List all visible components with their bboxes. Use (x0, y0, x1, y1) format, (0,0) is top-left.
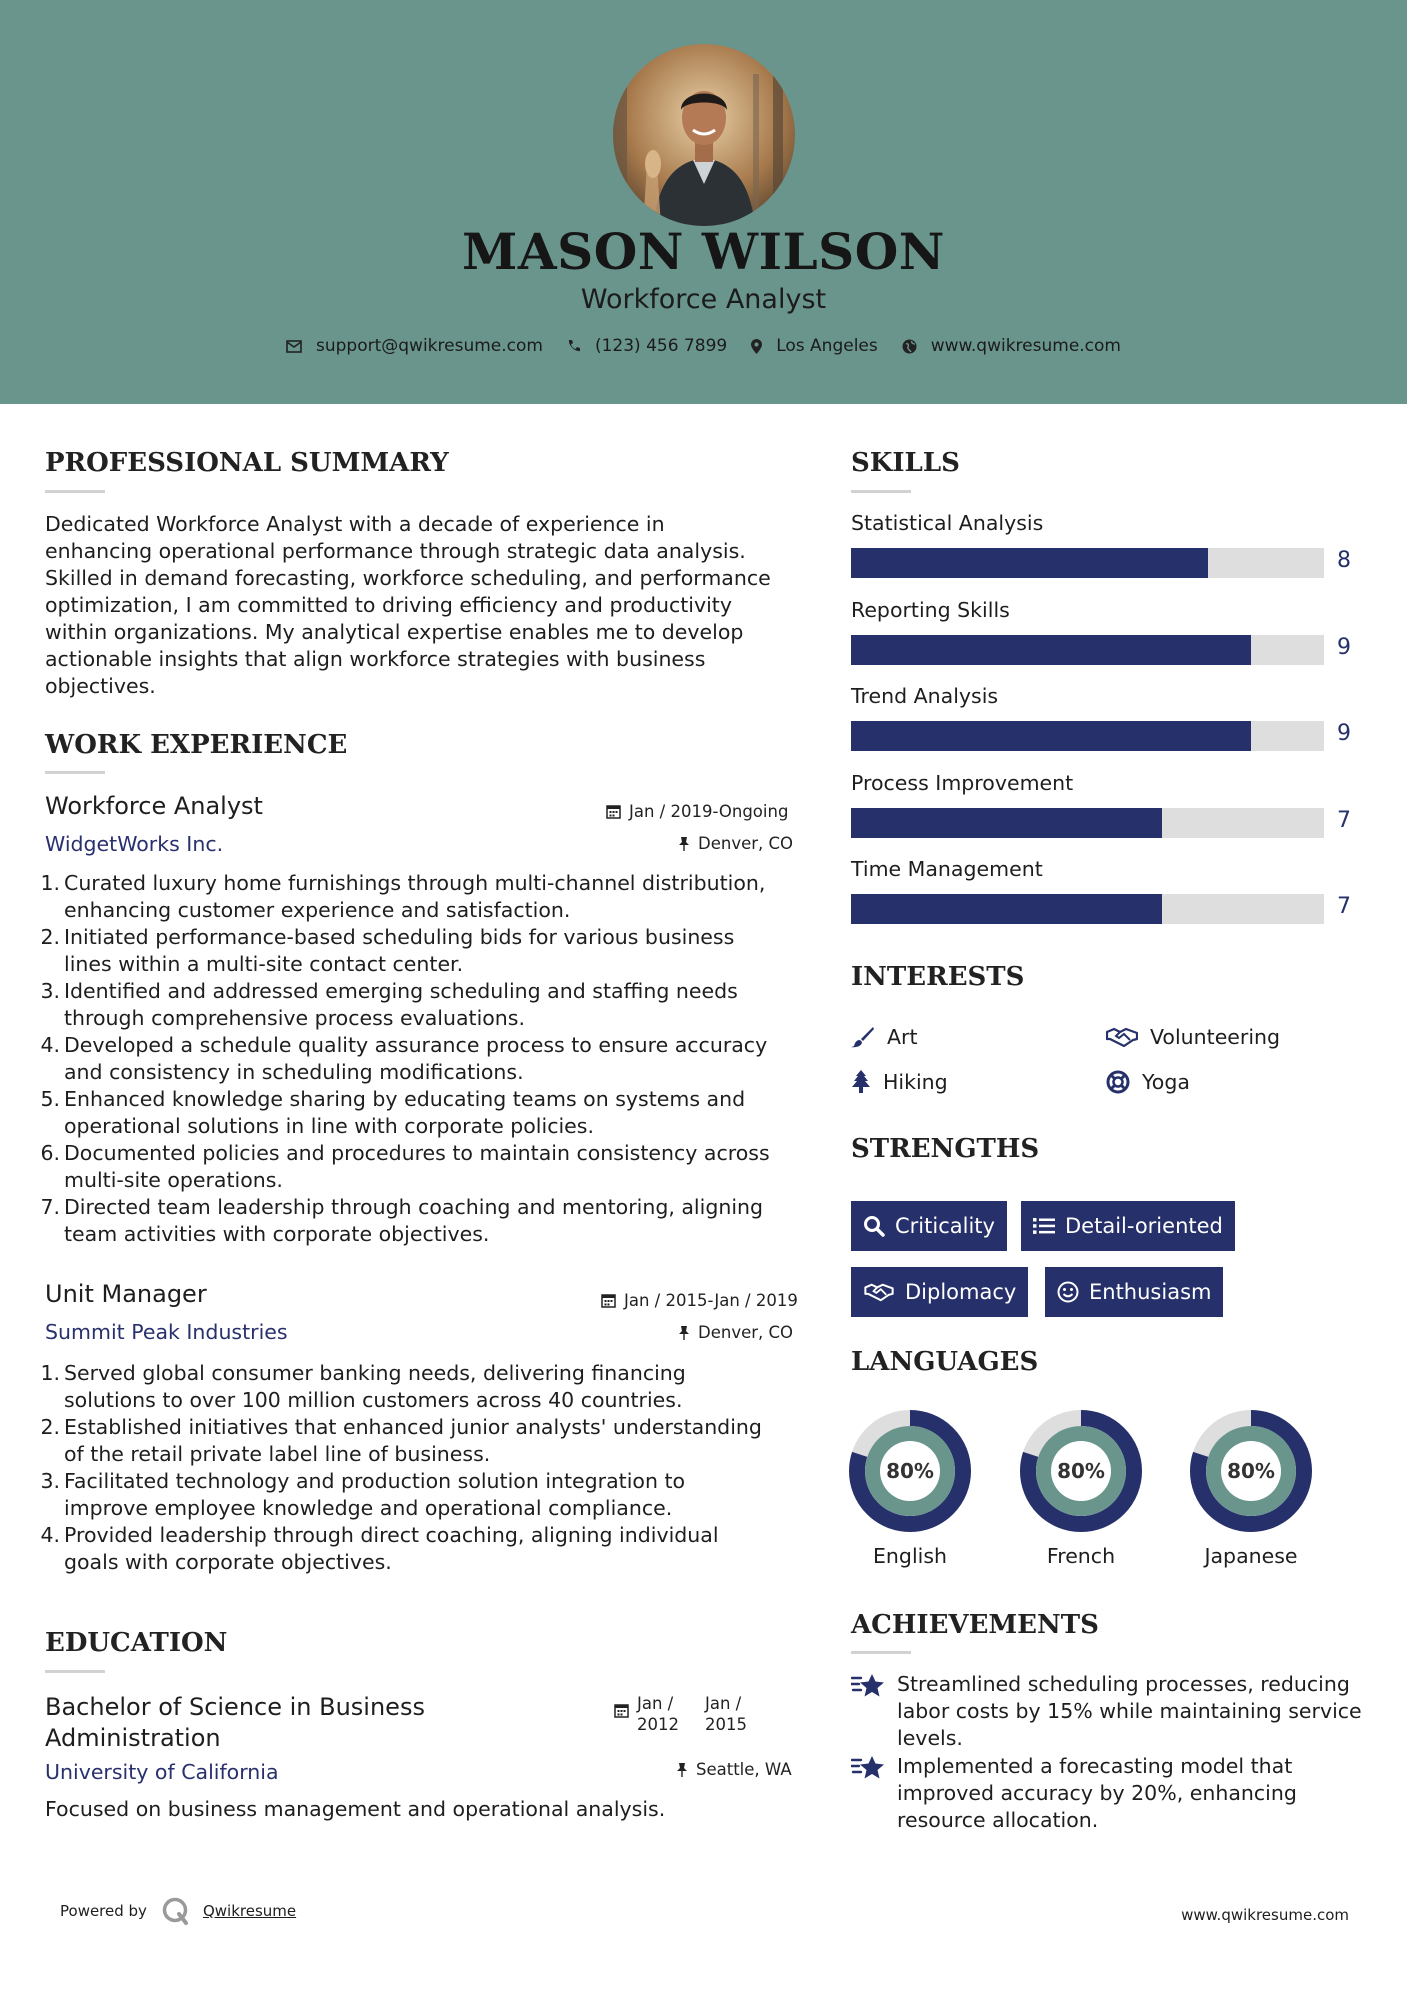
job-location-text: Denver, CO (698, 1323, 794, 1342)
skill-score: 9 (1337, 721, 1351, 746)
skill-label: Statistical Analysis (851, 511, 1044, 535)
summary-rule (45, 490, 105, 493)
duty-line: Documented policies and procedures to maintain consistency across (64, 1141, 770, 1165)
location-text: Los Angeles (776, 336, 878, 356)
star-icon (851, 1755, 885, 1781)
skill-score: 9 (1337, 634, 1351, 660)
paintbrush-icon (851, 1026, 875, 1048)
job-date (606, 802, 788, 821)
handshake-icon (863, 1282, 895, 1302)
contact-website[interactable] (902, 336, 1121, 356)
list-number: 2. (40, 1415, 60, 1439)
duty-line: Provided leadership through direct coaching, aligning individual (64, 1523, 719, 1547)
duty-line: and consistency in scheduling modifications. (64, 1060, 524, 1084)
strength-tag-criticality (851, 1201, 1007, 1251)
job-date-text: Jan / 2015-Jan / 2019 (624, 1291, 798, 1310)
language-name: French (1046, 1544, 1116, 1568)
strength-label: Enthusiasm (1089, 1280, 1212, 1304)
duty-line: Directed team leadership through coaching and mentoring, aligning (64, 1195, 764, 1219)
list-number: 3. (40, 1469, 60, 1493)
degree-line: Administration (45, 1724, 221, 1752)
map-pin-icon (751, 339, 762, 354)
list-item (38, 1194, 808, 1248)
education-rule (45, 1670, 105, 1673)
experience-rule (45, 771, 105, 774)
interest-label: Art (887, 1025, 918, 1049)
interest-hiking (851, 1070, 948, 1094)
handshake-icon (1106, 1026, 1138, 1048)
pushpin-icon (676, 1762, 688, 1777)
job-title: Unit Manager (45, 1280, 207, 1308)
date-end-year: 2015 (705, 1715, 747, 1734)
achievement-line: resource allocation. (897, 1808, 1099, 1832)
duty-line: goals with corporate objectives. (64, 1550, 392, 1574)
calendar-icon (614, 1703, 629, 1718)
duty-line: Curated luxury home furnishings through multi-channel distribution, (64, 871, 766, 895)
duty-line: Developed a schedule quality assurance process to ensure accuracy (64, 1033, 768, 1057)
skill-bar-fill (851, 635, 1251, 665)
education-heading: EDUCATION (45, 1628, 228, 1658)
list-icon (1033, 1217, 1055, 1235)
skill-label: Time Management (851, 857, 1043, 881)
list-number: 2. (40, 925, 60, 949)
strength-tag-diplomacy (851, 1267, 1028, 1317)
language-ring (848, 1409, 972, 1537)
language-ring (1019, 1409, 1143, 1537)
company-name[interactable]: Summit Peak Industries (45, 1320, 288, 1344)
qwikresume-logo-icon (161, 1896, 191, 1926)
date-end-month: Jan / (705, 1694, 742, 1713)
duty-line: solutions to over 100 million customers across 40 countries. (64, 1388, 683, 1412)
summary-line: within organizations. My analytical expertise enables me to develop (45, 620, 744, 644)
summary-heading: PROFESSIONAL SUMMARY (45, 448, 449, 478)
envelope-icon (286, 340, 302, 353)
achievement-line: Streamlined scheduling processes, reducing (897, 1672, 1350, 1696)
phone-text: (123) 456 7899 (594, 336, 728, 356)
skill-bar-track (851, 635, 1324, 665)
candidate-title: Workforce Analyst (580, 284, 827, 315)
duty-line: of the retail private label line of business. (64, 1442, 491, 1466)
duty-line: Served global consumer banking needs, delivering financing (64, 1361, 686, 1385)
job-duties (38, 870, 808, 1248)
language-percent: 80% (1057, 1459, 1105, 1483)
duty-line: Identified and addressed emerging scheduling and staffing needs (64, 979, 738, 1003)
duty-line: Enhanced knowledge sharing by educating teams on systems and (64, 1087, 746, 1111)
company-name[interactable]: WidgetWorks Inc. (45, 832, 224, 856)
contact-phone[interactable] (567, 336, 727, 356)
summary-line: enhancing operational performance through strategic data analysis. (45, 539, 746, 563)
experience-heading: WORK EXPERIENCE (45, 730, 348, 760)
achievement-line: Implemented a forecasting model that (897, 1754, 1293, 1778)
skill-bar-fill (851, 894, 1162, 924)
languages-heading: LANGUAGES (851, 1347, 1039, 1377)
list-item (38, 870, 808, 924)
interest-label: Hiking (883, 1070, 948, 1094)
degree-line: Bachelor of Science in Business (45, 1693, 425, 1721)
skill-score: 8 (1337, 548, 1351, 573)
achievement-item (851, 1671, 1362, 1752)
list-number: 3. (40, 979, 60, 1003)
date-start-year: 2012 (637, 1715, 679, 1734)
duty-line: multi-site operations. (64, 1168, 283, 1192)
summary-line: Skilled in demand forecasting, workforce scheduling, and performance (45, 566, 771, 590)
lifebuoy-icon (1106, 1070, 1130, 1094)
strength-tag-enthusiasm (1045, 1267, 1223, 1317)
calendar-icon (601, 1293, 616, 1308)
duty-line: Facilitated technology and production solution integration to (64, 1469, 686, 1493)
smiley-icon (1057, 1281, 1079, 1303)
globe-icon (902, 339, 917, 354)
skill-label: Trend Analysis (851, 684, 999, 708)
profile-photo (613, 44, 795, 226)
list-item (38, 924, 808, 978)
skills-rule (851, 490, 911, 493)
education-date (614, 1693, 747, 1735)
achievements-heading: ACHIEVEMENTS (851, 1610, 1099, 1640)
language-percent: 80% (1227, 1459, 1275, 1483)
degree-title (45, 1692, 425, 1754)
list-number: 1. (40, 871, 60, 895)
email-text: support@qwikresume.com (316, 336, 543, 356)
skill-bar-track (851, 548, 1324, 578)
list-item (38, 1468, 808, 1522)
list-item (38, 1360, 808, 1414)
skills-heading: SKILLS (851, 448, 960, 478)
summary-line: actionable insights that align workforce strategies with business (45, 647, 706, 671)
skill-bar-fill (851, 548, 1208, 578)
list-number: 6. (40, 1141, 60, 1165)
phone-icon (567, 339, 581, 353)
strength-tag-detail-oriented (1021, 1201, 1235, 1251)
calendar-icon (606, 804, 621, 819)
list-number: 5. (40, 1087, 60, 1111)
achievement-item (851, 1753, 1297, 1834)
list-item (38, 1032, 808, 1086)
duty-line: enhancing customer experience and satisfaction. (64, 898, 571, 922)
summary-line: objectives. (45, 674, 156, 698)
contact-email[interactable] (286, 336, 543, 356)
candidate-name: MASON WILSON (462, 222, 945, 281)
pushpin-icon (678, 836, 690, 851)
interest-art (851, 1025, 918, 1049)
duty-line: improve employee knowledge and operational compliance. (64, 1496, 673, 1520)
list-item (38, 978, 808, 1032)
job-duties (38, 1360, 808, 1576)
strength-label: Diplomacy (905, 1280, 1017, 1304)
skill-bar-fill (851, 808, 1162, 838)
achievement-line: levels. (897, 1726, 963, 1750)
achievement-line: improved accuracy by 20%, enhancing (897, 1781, 1297, 1805)
duty-line: team activities with corporate objectives. (64, 1222, 490, 1246)
contact-bar (0, 336, 1407, 356)
strengths-heading: STRENGTHS (851, 1134, 1040, 1164)
qwikresume-link[interactable]: Qwikresume (202, 1902, 297, 1920)
language-name: English (872, 1544, 948, 1568)
pushpin-icon (678, 1325, 690, 1340)
date-start-month: Jan / (637, 1694, 674, 1713)
skill-bar-track (851, 808, 1324, 838)
achievements-rule (851, 1651, 911, 1654)
interest-label: Volunteering (1150, 1025, 1281, 1049)
job-location (678, 834, 793, 853)
education-location (676, 1760, 792, 1779)
strength-label: Detail-oriented (1065, 1214, 1223, 1238)
education-location-text: Seattle, WA (696, 1760, 792, 1779)
language-name: Japanese (1204, 1544, 1298, 1568)
list-number: 1. (40, 1361, 60, 1385)
interest-volunteering (1106, 1025, 1280, 1049)
list-number: 4. (40, 1523, 60, 1547)
list-item (38, 1414, 808, 1468)
interest-yoga (1106, 1070, 1190, 1094)
website-text: www.qwikresume.com (930, 336, 1121, 356)
list-number: 4. (40, 1033, 60, 1057)
strength-label: Criticality (895, 1214, 995, 1238)
interests-heading: INTERESTS (851, 962, 1025, 992)
job-title: Workforce Analyst (45, 792, 263, 820)
star-icon (851, 1673, 885, 1699)
summary-line: Dedicated Workforce Analyst with a decade of experience in (45, 512, 665, 536)
skill-label: Reporting Skills (851, 597, 1010, 622)
list-item (38, 1086, 808, 1140)
footer-url[interactable]: www.qwikresume.com (1181, 1906, 1349, 1924)
duty-line: Established initiatives that enhanced junior analysts' understanding (64, 1415, 762, 1439)
tree-icon (851, 1070, 871, 1094)
job-date (601, 1291, 798, 1310)
list-item (38, 1140, 808, 1194)
language-percent: 80% (886, 1459, 934, 1483)
skill-label: Process Improvement (851, 770, 1074, 795)
list-number: 7. (40, 1195, 60, 1219)
language-ring (1189, 1409, 1313, 1537)
duty-line: operational solutions in line with corporate policies. (64, 1114, 594, 1138)
skill-bar-track (851, 721, 1324, 751)
interest-label: Yoga (1142, 1070, 1190, 1094)
duty-line: through comprehensive process evaluations. (64, 1006, 525, 1030)
summary-line: optimization, I am committed to driving efficiency and productivity (45, 593, 732, 617)
achievement-line: labor costs by 15% while maintaining service (897, 1699, 1362, 1723)
list-item (38, 1522, 808, 1576)
school-name[interactable]: University of California (45, 1760, 279, 1784)
search-icon (863, 1215, 885, 1237)
job-location-text: Denver, CO (698, 834, 794, 853)
powered-by-text: Powered by (60, 1902, 147, 1920)
powered-by (60, 1896, 296, 1926)
skill-score: 7 (1337, 807, 1351, 833)
duty-line: Initiated performance-based scheduling bids for various business (64, 925, 735, 949)
skill-score: 7 (1337, 894, 1351, 919)
contact-location (751, 336, 878, 356)
job-date-text: Jan / 2019-Ongoing (629, 802, 789, 821)
summary-text (45, 511, 805, 700)
education-description: Focused on business management and operational analysis. (45, 1797, 666, 1821)
skill-bar-fill (851, 721, 1251, 751)
skill-bar-track (851, 894, 1324, 924)
job-location (678, 1323, 793, 1342)
duty-line: lines within a multi-site contact center. (64, 952, 464, 976)
resume-header (0, 0, 1407, 404)
